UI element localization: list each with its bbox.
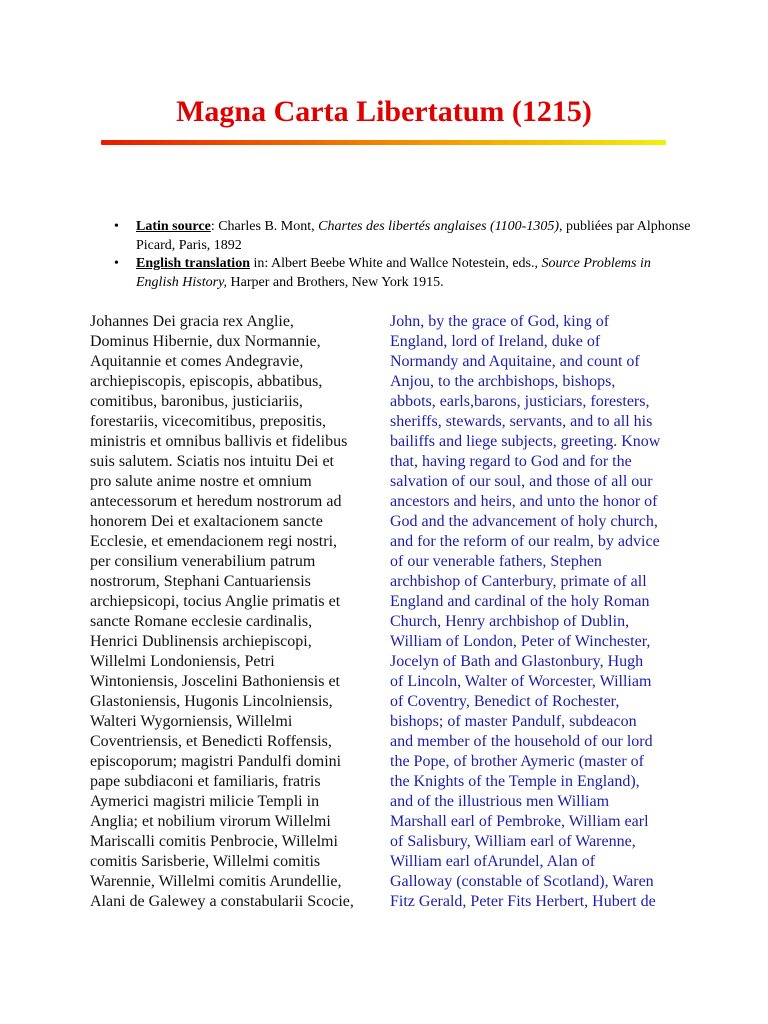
english-line: bishops; of master Pandulf, subdeacon (390, 713, 637, 730)
latin-line: Aquitannie et comes Andegravie, (90, 353, 304, 370)
english-line: Anjou, to the archbishops, bishops, (390, 373, 616, 390)
source-title: Source Problems in English History, (136, 256, 651, 290)
english-line: sheriffs, stewards, servants, and to all his (390, 413, 653, 430)
english-line: Galloway (constable of Scotland), Waren (390, 873, 654, 890)
english-line: of Coventry, Benedict of Rochester, (390, 693, 620, 710)
english-line: of Salisbury, William earl of Warenne, (390, 833, 636, 850)
english-line: England, lord of Ireland, duke of (390, 333, 601, 350)
latin-line: Aymerici magistri milicie Templi in (90, 793, 320, 810)
latin-line: sancte Romane ecclesie cardinalis, (90, 613, 313, 630)
latin-text-column (90, 312, 375, 912)
latin-line: pape subdiaconi et familiaris, fratris (90, 773, 321, 790)
latin-line: pro salute anime nostre et omnium (90, 473, 312, 490)
latin-line: archiepsicopi, tocius Anglie primatis et (90, 593, 341, 610)
english-line: John, by the grace of God, king of (390, 313, 610, 330)
latin-line: Anglia; et nobilium virorum Willelmi (90, 813, 331, 830)
latin-line: antecessorum et heredum nostrorum ad (90, 493, 342, 510)
english-line: William of London, Peter of Winchester, (390, 633, 651, 650)
source-text-rest: , publiées par Alphonse Picard, Paris, 1892 (136, 219, 691, 253)
english-line: Marshall earl of Pembroke, William earl (390, 813, 649, 830)
english-line: that, having regard to God and for the (390, 453, 632, 470)
english-line: the Knights of the Temple in England), (390, 773, 640, 790)
source-text: in: Albert Beebe White and Wallce Notestein, eds., (249, 256, 542, 271)
latin-line: Willelmi Londoniensis, Petri (90, 653, 275, 670)
source-title: Chartes des libertés anglaises (1100-1305) (318, 219, 559, 234)
latin-line: Dominus Hibernie, dux Normannie, (90, 333, 321, 350)
english-line: Jocelyn of Bath and Glastonbury, Hugh (390, 653, 644, 670)
latin-line: Wintoniensis, Joscelini Bathoniensis et (90, 673, 340, 690)
latin-line: Ecclesie, et emendacionem regi nostri, (90, 533, 338, 550)
source-label: Latin source (136, 219, 211, 234)
latin-line: Henrici Dublinensis archiepiscopi, (90, 633, 312, 650)
english-text-column (390, 312, 690, 912)
english-line: and for the reform of our realm, by advice (390, 533, 660, 550)
latin-line: Johannes Dei gracia rex Anglie, (90, 313, 294, 330)
bullet-icon: • (114, 219, 119, 234)
english-line: bailiffs and liege subjects, greeting. Know (390, 433, 661, 450)
english-line: of Lincoln, Walter of Worcester, William (390, 673, 652, 690)
source-text: : Charles B. Mont, (210, 219, 319, 234)
source-text-rest: Harper and Brothers, New York 1915. (227, 274, 444, 290)
latin-line: comitibus, baronibus, justiciariis, (90, 393, 303, 410)
english-line: William earl ofArundel, Alan of (390, 853, 596, 870)
english-line: Normandy and Aquitaine, and count of (390, 353, 640, 370)
latin-line: nostrorum, Stephani Cantuariensis (90, 573, 311, 590)
title-underline-rule (101, 140, 666, 145)
english-line: the Pope, of brother Aymeric (master of (390, 753, 645, 770)
english-line: ancestors and heirs, and unto the honor of (390, 493, 658, 510)
latin-line: ministris et omnibus ballivis et fidelibus (90, 433, 348, 450)
english-line: and of the illustrious men William (390, 793, 610, 810)
source-list (111, 218, 691, 292)
latin-line: per consilium venerabilium patrum (90, 553, 316, 570)
english-line: Church, Henry archbishop of Dublin, (390, 613, 630, 630)
english-line: God and the advancement of holy church, (390, 513, 658, 530)
source-label: English translation (136, 256, 250, 271)
latin-line: Warennie, Willelmi comitis Arundellie, (90, 873, 342, 890)
latin-line: Coventriensis, et Benedicti Roffensis, (90, 733, 332, 750)
latin-line: Mariscalli comitis Penbrocie, Willelmi (90, 833, 338, 850)
bullet-icon: • (114, 256, 119, 271)
latin-line: comitis Sarisberie, Willelmi comitis (90, 853, 321, 870)
latin-line: forestariis, vicecomitibus, prepositis, (90, 413, 326, 430)
latin-line: Alani de Galewey a constabularii Scocie, (90, 893, 354, 910)
english-line: and member of the household of our lord (390, 733, 653, 750)
latin-line: archiepiscopis, episcopis, abbatibus, (90, 373, 323, 390)
latin-line: suis salutem. Sciatis nos intuitu Dei et (90, 453, 334, 470)
latin-line: Walteri Wygorniensis, Willelmi (90, 713, 293, 730)
latin-line: honorem Dei et exaltacionem sancte (90, 513, 323, 530)
source-item-english (111, 255, 691, 292)
english-line: of our venerable fathers, Stephen (390, 553, 602, 570)
english-line: Fitz Gerald, Peter Fits Herbert, Hubert de (390, 893, 656, 910)
english-line: abbots, earls,barons, justiciars, foresters, (390, 393, 650, 410)
english-line: England and cardinal of the holy Roman (390, 593, 650, 610)
page-title: Magna Carta Libertatum (1215) (176, 95, 592, 128)
english-line: archbishop of Canterbury, primate of all (390, 573, 647, 590)
latin-line: episcoporum; magistri Pandulfi domini (90, 753, 342, 770)
english-line: salvation of our soul, and those of all our (390, 473, 653, 490)
latin-line: Glastoniensis, Hugonis Lincolniensis, (90, 693, 333, 710)
source-item-latin (111, 218, 691, 255)
